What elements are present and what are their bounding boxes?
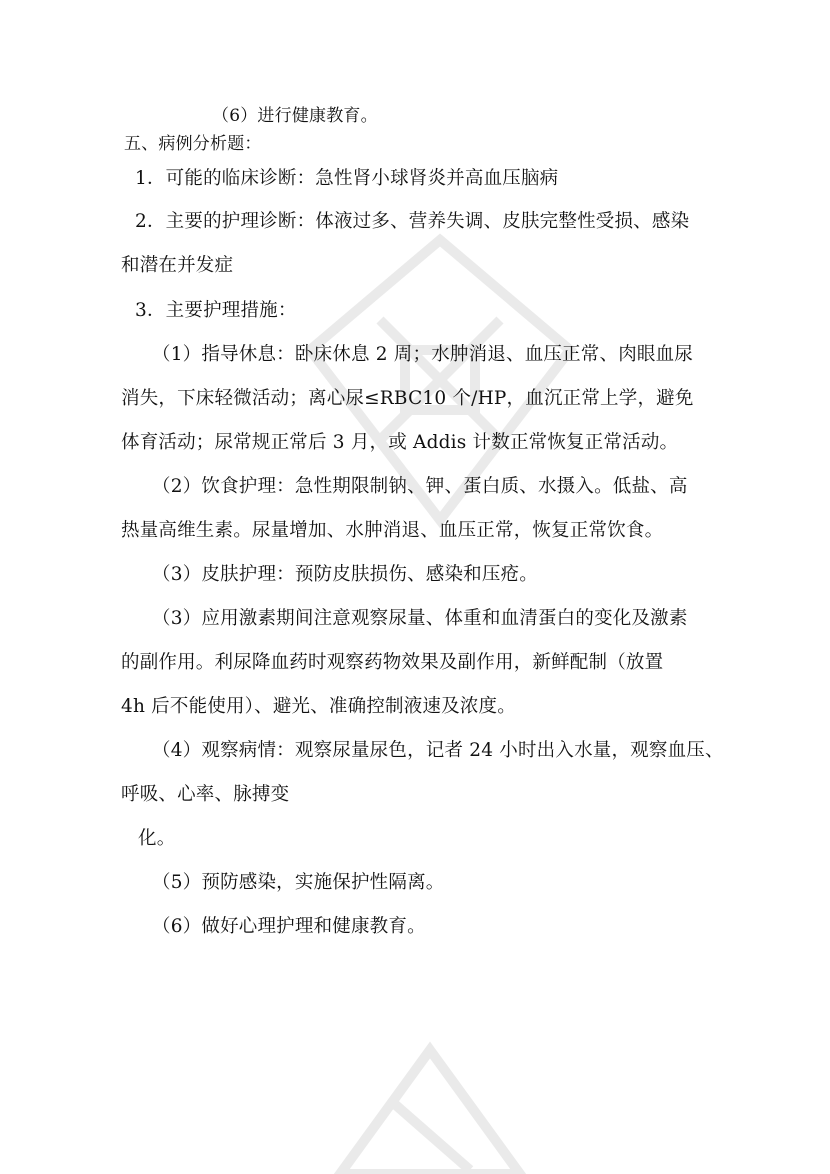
text-line-6: 3．主要护理措施： (135, 300, 297, 321)
text-line-20: （6）做好心理护理和健康教育。 (152, 916, 426, 937)
watermark-logo-icon-bottom (330, 1040, 530, 1174)
text-line-18: 化。 (138, 828, 176, 849)
text-line-5: 和潜在并发症 (121, 255, 234, 276)
text-line-1: （6）进行健康教育。 (212, 106, 378, 126)
text-line-3: 1．可能的临床诊断：急性肾小球肾炎并高血压脑病 (135, 168, 559, 189)
text-line-4: 2．主要的护理诊断：体液过多、营养失调、皮肤完整性受损、感染 (135, 211, 690, 232)
text-line-7: （1）指导休息：卧床休息 2 周；水肿消退、血压正常、肉眼血尿 (152, 344, 694, 365)
text-line-11: 热量高维生素。尿量增加、水肿消退、血压正常，恢复正常饮食。 (121, 520, 664, 541)
text-line-14: 的副作用。利尿降血药时观察药物效果及副作用，新鲜配制（放置 (121, 652, 664, 673)
text-line-15: 4h 后不能使用）、避光、准确控制液速及浓度。 (121, 696, 516, 717)
text-line-10: （2）饮食护理：急性期限制钠、钾、蛋白质、水摄入。低盐、高 (152, 476, 688, 497)
text-line-19: （5）预防感染，实施保护性隔离。 (152, 872, 445, 893)
text-line-17: 呼吸、心率、脉搏变 (121, 784, 290, 805)
text-line-9: 体育活动；尿常规正常后 3 月，或 Addis 计数正常恢复正常活动。 (121, 432, 679, 453)
section-heading: 五、病例分析题： (124, 134, 262, 154)
text-line-13: （3）应用激素期间注意观察尿量、体重和血清蛋白的变化及激素 (152, 608, 688, 629)
text-line-16: （4）观察病情：观察尿量尿色，记者 24 小时出入水量，观察血压、 (152, 740, 724, 761)
text-line-8: 消失，下床轻微活动；离心尿≤RBC10 个/HP，血沉正常上学，避免 (121, 388, 694, 409)
text-line-12: （3）皮肤护理：预防皮肤损伤、感染和压疮。 (152, 564, 538, 585)
